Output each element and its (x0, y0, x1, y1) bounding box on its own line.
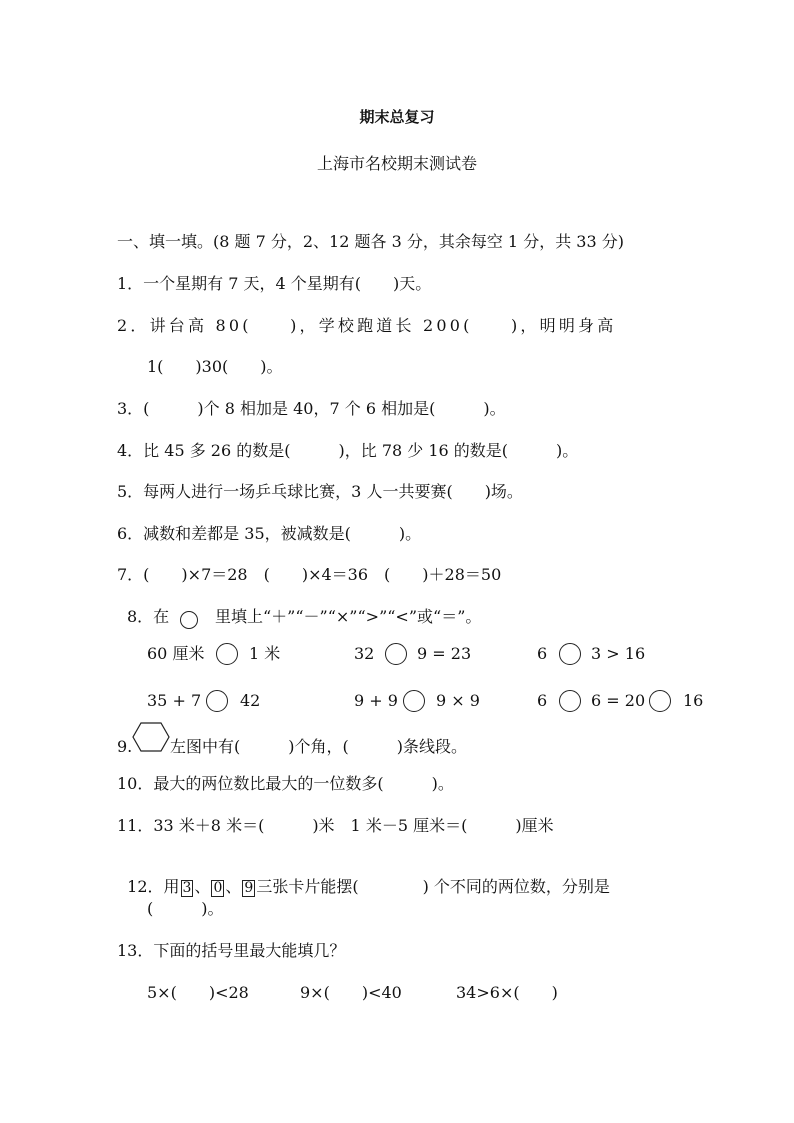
question-12-line2: ( )。 (147, 899, 224, 918)
question-12-prefix: 12．用 (127, 877, 180, 896)
page-title: 期末总复习 (359, 108, 435, 126)
question-9: 左图中有( )个角，( )条线段。 (170, 737, 467, 756)
question-8-text: 里填上“＋”“－”“×”“>”“<”或“＝”。 (215, 607, 482, 626)
q8-row2-c-mid: 6 = 20 (591, 691, 646, 710)
number-card-3: 3 (182, 880, 192, 896)
question-2-line1: 2．讲台高 80( )，学校跑道长 200( )，明明身高 (117, 316, 617, 335)
question-7: 7．( )×7＝28 ( )×4＝36 ( )＋28＝50 (117, 565, 502, 584)
q8-row2-b-left: 9 + 9 (354, 691, 398, 710)
q8-row2-a-left: 35 + 7 (147, 691, 202, 710)
q8-row2-a-right: 42 (240, 691, 261, 710)
question-1: 1．一个星期有 7 天，4 个星期有( )天。 (117, 274, 432, 293)
q13-item-1: 5×( )<28 (147, 983, 249, 1002)
question-12-text: 三张卡片能摆( ) 个不同的两位数，分别是 (256, 877, 610, 896)
q8-row2-c-left: 6 (537, 691, 548, 710)
answer-circle[interactable] (559, 643, 581, 665)
question-2-line2: 1( )30( )。 (147, 357, 283, 376)
question-13: 13．下面的括号里最大能填几？ (117, 941, 346, 960)
answer-circle[interactable] (206, 690, 228, 712)
q13-item-3: 34>6×( ) (456, 983, 558, 1002)
answer-circle[interactable] (649, 690, 671, 712)
q8-row2-c-right: 16 (683, 691, 704, 710)
section-heading: 一、填一填。(8 题 7 分，2、12 题各 3 分，其余每空 1 分，共 33 分) (117, 232, 624, 251)
question-6: 6．减数和差都是 35，被减数是( )。 (117, 524, 422, 543)
q8-row1-c-right: 3 > 16 (591, 644, 646, 663)
card-separator: 、 (225, 877, 242, 896)
question-3: 3．( )个 8 相加是 40，7 个 6 相加是( )。 (117, 399, 506, 418)
q8-row2-b-right: 9 × 9 (436, 691, 480, 710)
question-9-number: 9. (117, 737, 133, 756)
question-10: 10．最大的两位数比最大的一位数多( )。 (117, 774, 454, 793)
q8-row1-b-left: 32 (354, 644, 375, 663)
question-5: 5．每两人进行一场乒乓球比赛，3 人一共要赛( )场。 (117, 482, 523, 501)
q13-item-2: 9×( )<40 (300, 983, 402, 1002)
hexagon-figure (132, 722, 170, 752)
answer-circle[interactable] (216, 643, 238, 665)
q8-row1-a-left: 60 厘米 (147, 644, 205, 663)
question-12 (117, 857, 610, 897)
answer-circle[interactable] (180, 611, 198, 629)
question-11: 11．33 米＋8 米＝( )米 1 米－5 厘米＝( )厘米 (117, 816, 554, 835)
answer-circle[interactable] (559, 690, 581, 712)
question-8-prefix: 8．在 (127, 607, 170, 626)
q8-row1-c-left: 6 (537, 644, 548, 663)
card-separator: 、 (194, 877, 211, 896)
q8-row1-b-right: 9 = 23 (417, 644, 472, 663)
page-subtitle: 上海市名校期末测试卷 (316, 154, 477, 173)
answer-circle[interactable] (403, 690, 425, 712)
number-card-9: 9 (244, 880, 254, 896)
answer-circle[interactable] (385, 643, 407, 665)
number-card-0: 0 (213, 880, 223, 896)
question-4: 4．比 45 多 26 的数是( )，比 78 少 16 的数是( )。 (117, 441, 579, 460)
q8-row1-a-right: 1 米 (249, 644, 281, 663)
